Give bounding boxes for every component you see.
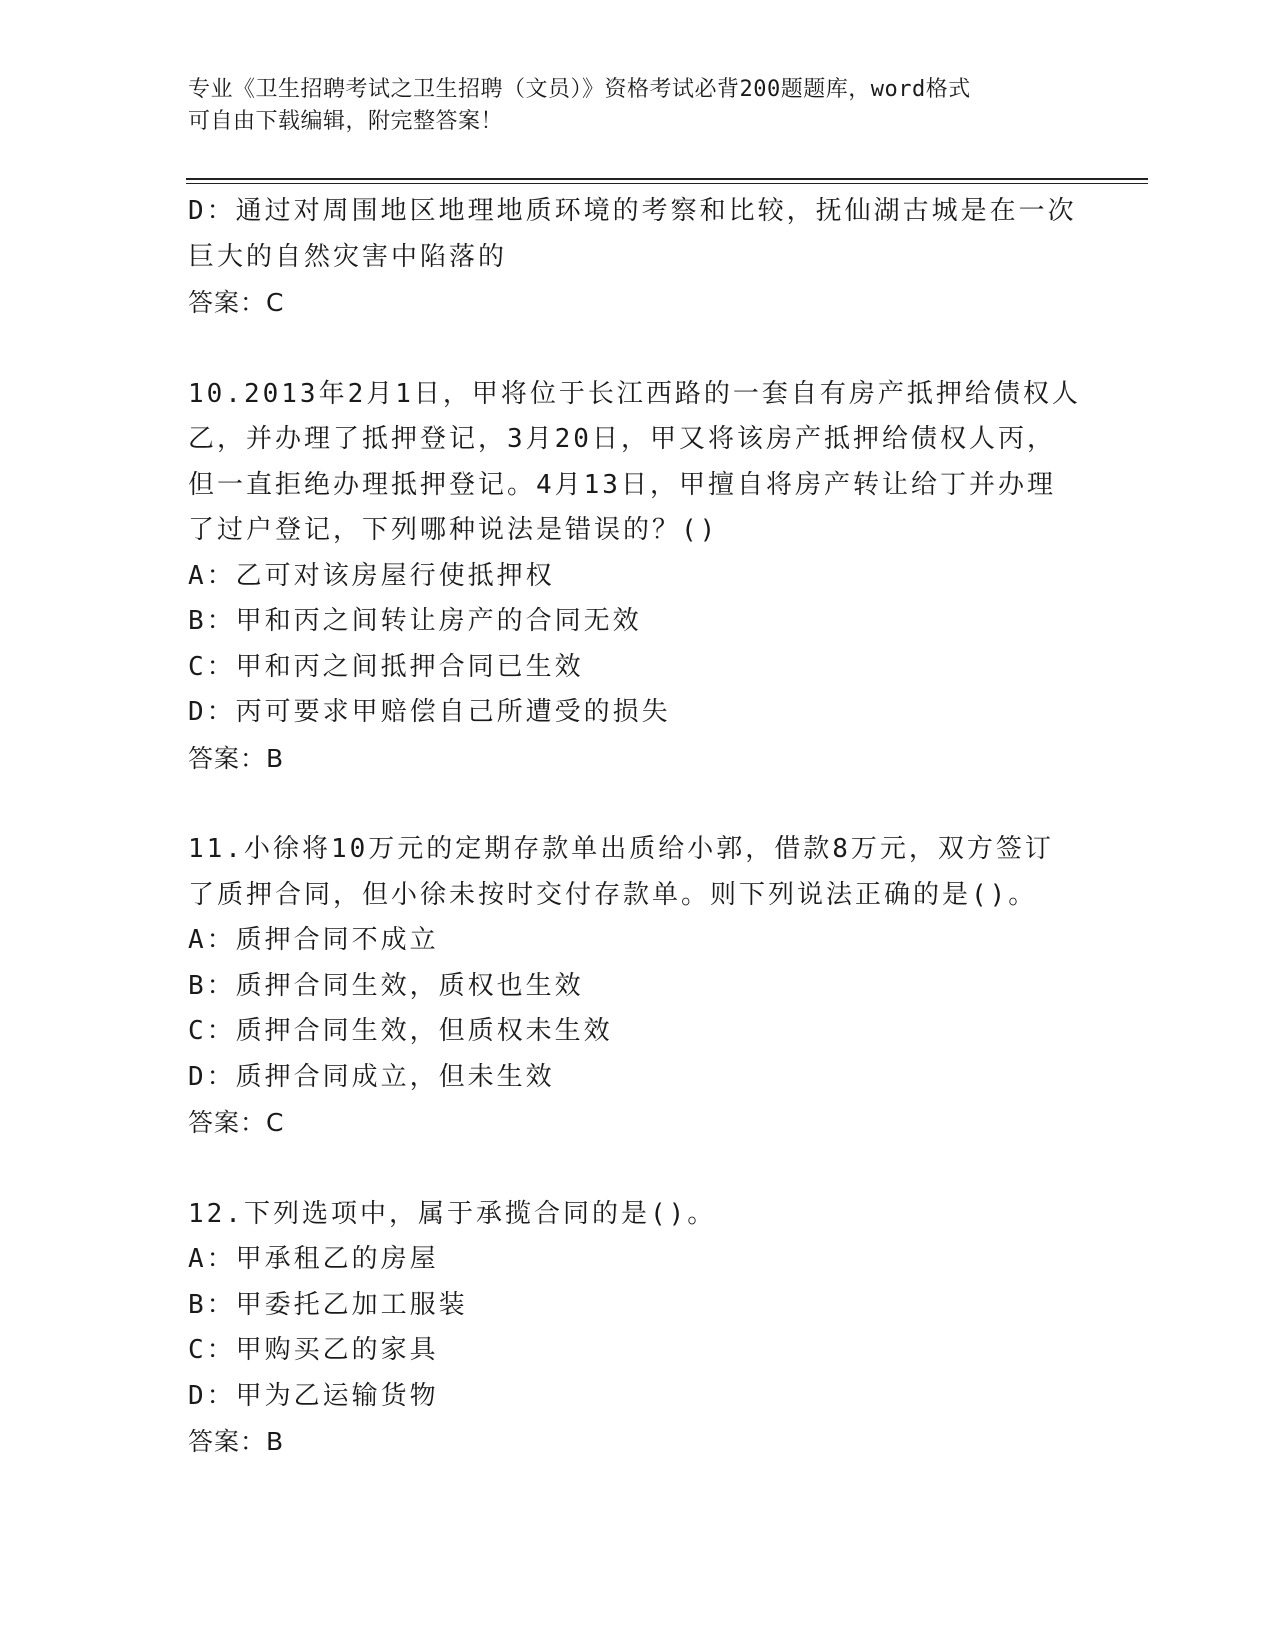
option-a: A：质押合同不成立 [188,925,439,955]
question-12 [188,1192,1088,1465]
option-a: A：乙可对该房屋行使抵押权 [188,560,555,591]
question-content [188,189,1088,1465]
option-d: D：质押合同成立，但未生效 [188,1061,555,1092]
answer-line: 答案：C [188,288,285,317]
spacer [188,326,1088,372]
question-stem-line: 了过户登记，下列哪种说法是错误的？() [188,515,719,545]
option-c: C：质押合同生效，但质权未生效 [188,1016,613,1046]
header-title-line2: 可自由下载编辑，附完整答案！ [188,109,504,134]
spacer [188,781,1088,827]
question-10 [188,372,1088,782]
header-divider-thick [186,178,1148,180]
option-b: B：甲委托乙加工服装 [188,1289,468,1320]
question-stem-line: 了质押合同，但小徐未按时交付存款单。则下列说法正确的是()。 [188,879,1038,910]
option-d: D：丙可要求甲赔偿自己所遭受的损失 [188,697,671,727]
option-b: B：质押合同生效，质权也生效 [188,970,584,1001]
header-divider-thin [186,183,1148,184]
question-stem-line: 11.小徐将10万元的定期存款单出质给小郭，借款8万元，双方签订 [188,834,1054,864]
question-stem-line: 10.2013年2月1日，甲将位于长江西路的一套自有房产抵押给债权人 [188,378,1081,409]
option-d-line2: 巨大的自然灾害中陷落的 [188,241,508,272]
option-a: A：甲承租乙的房屋 [188,1244,439,1274]
prev-question-block [188,189,1088,326]
question-stem-line: 但一直拒绝办理抵押登记。4月13日，甲擅自将房产转让给丁并办理 [188,469,1056,500]
option-b: B：甲和丙之间转让房产的合同无效 [188,606,642,636]
spacer [188,1146,1088,1192]
question-stem-line: 12.下列选项中，属于承揽合同的是()。 [188,1198,717,1229]
question-11 [188,827,1088,1146]
header-title-line1: 专业《卫生招聘考试之卫生招聘（文员）》资格考试必背200题题库，word格式 [188,77,971,102]
option-d: D：甲为乙运输货物 [188,1380,439,1411]
answer-line: 答案：C [188,1108,285,1137]
answer-line: 答案：B [188,743,285,773]
answer-line: 答案：B [188,1427,285,1456]
page-header [188,74,1068,138]
option-d-line1: D：通过对周围地区地理地质环境的考察和比较，抚仙湖古城是在一次 [188,196,1077,226]
option-c: C：甲购买乙的家具 [188,1335,439,1365]
question-stem-line: 乙，并办理了抵押登记，3月20日，甲又将该房产抵押给债权人丙， [188,424,1056,454]
option-c: C：甲和丙之间抵押合同已生效 [188,651,584,682]
